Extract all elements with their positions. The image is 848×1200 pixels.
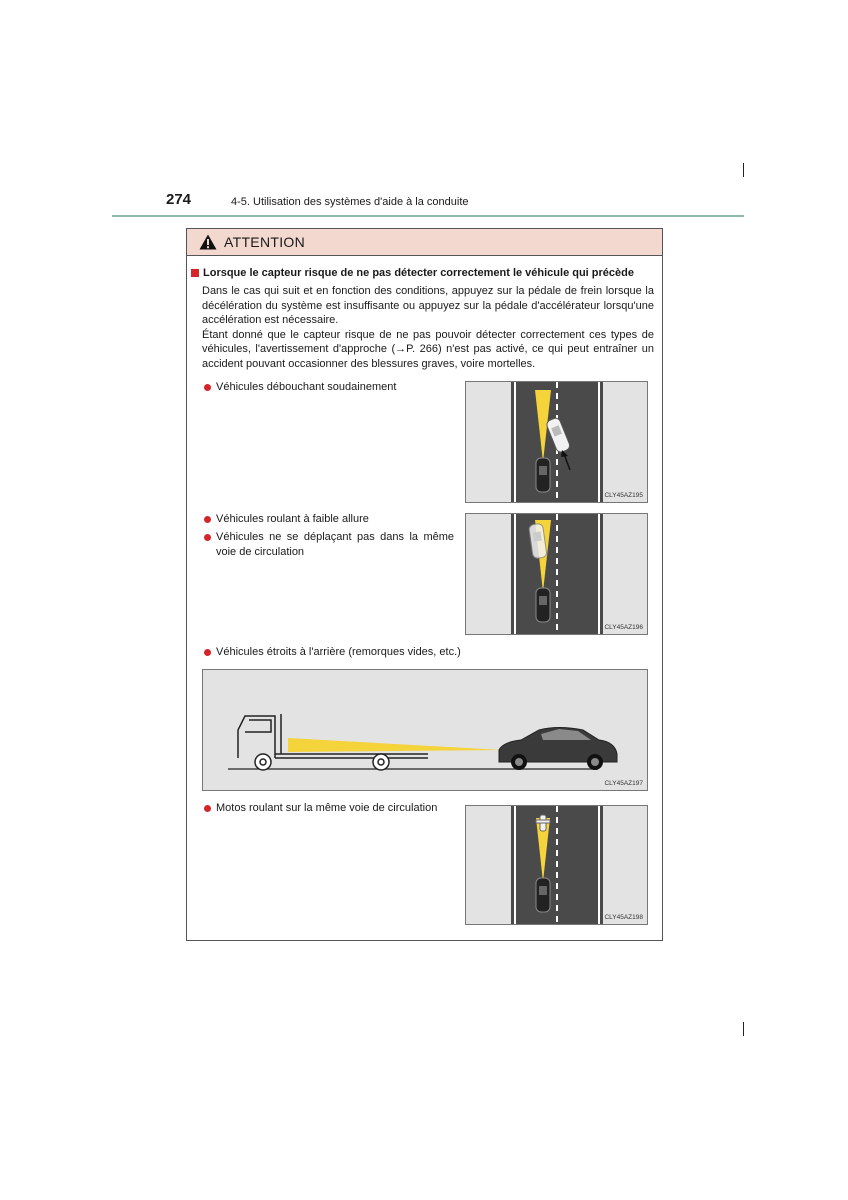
bullet-dot-icon <box>204 649 211 656</box>
subheading-text: Lorsque le capteur risque de ne pas détecter correctement le véhicule qui précède <box>203 267 634 279</box>
subheading <box>191 267 634 279</box>
figure-trailer <box>202 669 648 791</box>
bullet-motorcycles <box>204 801 454 816</box>
bullet-dot-icon <box>204 805 211 812</box>
bullet-narrow-rear <box>204 645 644 660</box>
attention-title: ATTENTION <box>224 234 305 250</box>
figure-code: CLY45AZ198 <box>604 914 643 921</box>
warning-icon <box>199 234 217 250</box>
bullet-dot-icon <box>204 534 211 541</box>
figure-motorcycle <box>465 805 648 925</box>
paragraph-1: Dans le cas qui suit et en fonction des conditions, appuyez sur la pédale de frein lorsque la décélération du système est insuffisante ou appuyez sur la pédale d'accélérateur lorsqu'une accélération est nécessaire. <box>202 285 654 326</box>
crop-mark-bottom <box>743 1022 744 1036</box>
figure-cut-in <box>465 381 648 503</box>
header-rule <box>112 215 744 217</box>
section-title: 4-5. Utilisation des systèmes d'aide à la conduite <box>231 196 469 208</box>
paragraph-2: Étant donné que le capteur risque de ne pas pouvoir détecter correctement ces types de véhicules, l'avertissement d'approche (→P. 266) n'est pas activé, ce qui peut entraîner un accident pouvant occasionner des blessures graves, voire mortelles. <box>202 328 654 370</box>
figure-code: CLY45AZ197 <box>604 780 643 787</box>
figure-slow-vehicle <box>465 513 648 635</box>
page-number: 274 <box>166 191 192 208</box>
bullet-dot-icon <box>204 516 211 523</box>
bullet-narrow-rear-text: Véhicules étroits à l'arrière (remorques vides, etc.) <box>216 646 461 658</box>
cut-in-illustration <box>466 382 647 502</box>
slow-vehicle-illustration <box>466 514 647 634</box>
figure-code: CLY45AZ196 <box>604 624 643 631</box>
attention-box <box>186 228 663 941</box>
bullet-sudden-text: Véhicules débouchant soudainement <box>216 381 397 393</box>
own-car-icon <box>499 728 617 771</box>
square-bullet-icon <box>191 269 199 277</box>
bullet-sudden <box>204 380 454 395</box>
trailer-illustration <box>203 670 647 790</box>
sensor-beam <box>288 738 503 752</box>
body-text <box>202 284 654 371</box>
bullet-not-same-lane-text: Véhicules ne se déplaçant pas dans la même voie de circulation <box>216 531 454 558</box>
bullet-not-same-lane <box>204 530 454 559</box>
bullet-slow-text: Véhicules roulant à faible allure <box>216 513 369 525</box>
attention-header <box>187 229 662 256</box>
crop-mark-top <box>743 163 744 177</box>
figure-code: CLY45AZ195 <box>604 492 643 499</box>
motorcycle-illustration <box>466 806 647 924</box>
bullet-dot-icon <box>204 384 211 391</box>
bullet-motorcycles-text: Motos roulant sur la même voie de circulation <box>216 802 438 814</box>
bullet-slow <box>204 512 454 527</box>
